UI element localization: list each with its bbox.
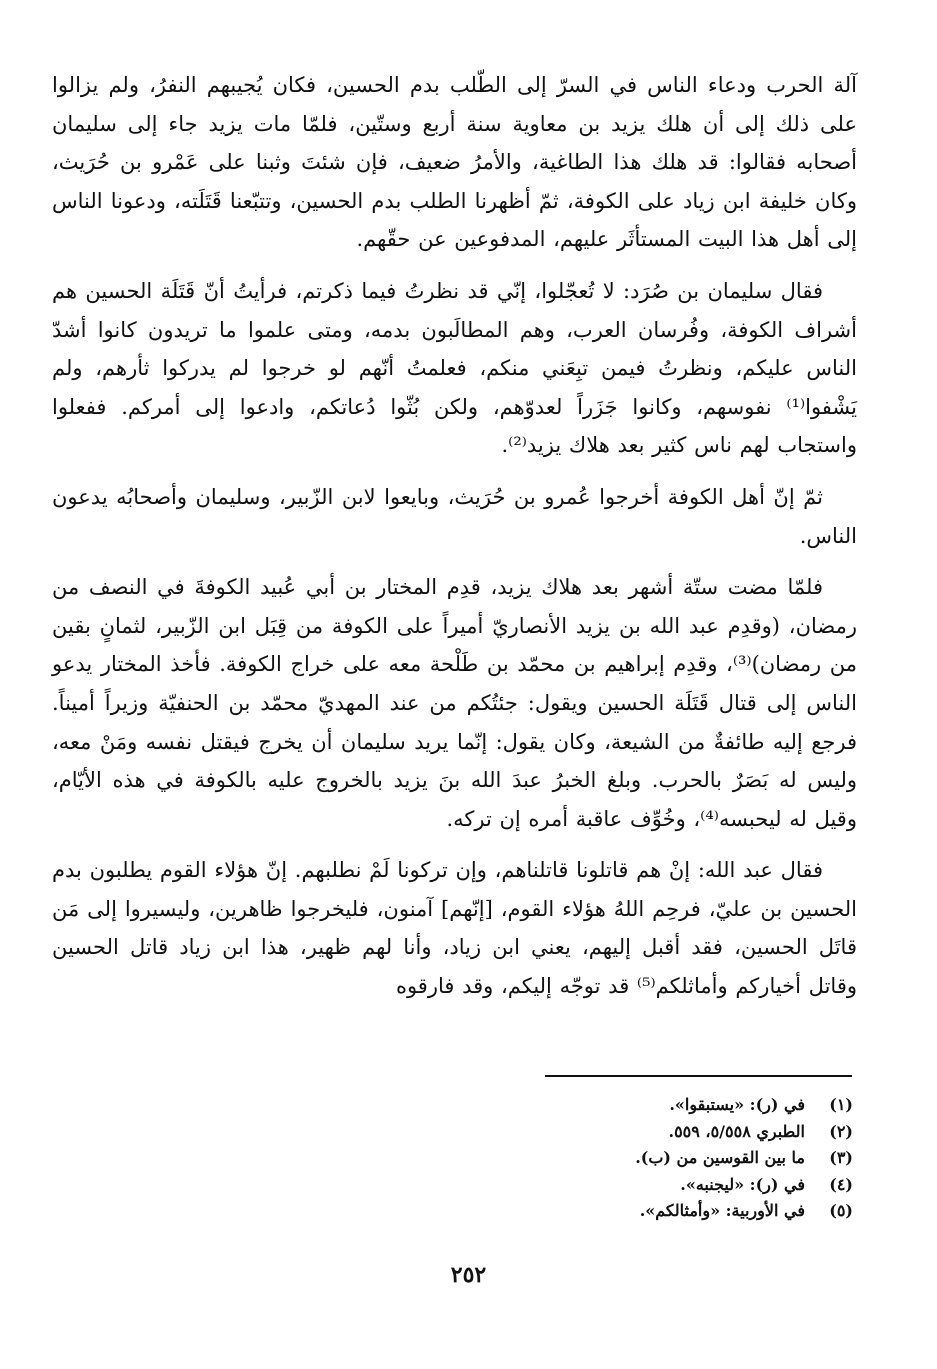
footnote-divider (545, 1075, 852, 1077)
footnote-item (153, 1119, 853, 1146)
footnote-item (153, 1198, 853, 1225)
footnote-item (153, 1092, 853, 1119)
footnote-text: الطبري ٥/٥٥٨، ٥٥٩. (668, 1121, 805, 1141)
footnotes-list (153, 1092, 853, 1225)
footnote-text: في (ر): «ليجنبه». (680, 1174, 805, 1194)
paragraph-2: فقال سليمان بن صُرَد: لا تُعجّلوا، إنّي قد نظرتُ فيما ذكرتم، فرأيتُ أنّ قَتَلَة الحسين هم أشراف الكوفة، وفُرسان العرب، وهم المطالَبون بدمه، ومتى علموا ما تريدون كانوا أشدّ الناس عليكم، ونظرتُ فيمن تبِعَني منكم، فعلمتُ أنّهم لو خرجوا لم يدركوا ثأرهم، ولم يَشْفوا⁽¹⁾ نفوسهم، وكانوا جَزَراً لعدوّهم، ولكن بُثّوا دُعاتكم، وادعوا إلى أمركم. ففعلوا واستجاب لهم ناس كثير بعد هلاك يزيد⁽²⁾. (52, 278, 857, 458)
footnote-item (153, 1172, 853, 1199)
footnote-number: (٢) (829, 1121, 853, 1141)
footnote-text: في الأوربية: «وأمثالكم». (639, 1201, 805, 1220)
footnote-text: ما بين القوسين من (ب). (635, 1148, 805, 1167)
footnote-number: (٣) (829, 1148, 853, 1167)
footnote-number: (١) (829, 1095, 853, 1114)
paragraph-5: فقال عبد الله: إنْ هم قاتلونا قاتلناهم، وإن تركونا لَمْ نطلبهم. إنّ هؤلاء القوم يطلبون بدم الحسين بن عليّ، فرحِم اللهُ هؤلاء القوم، [إنّهم] آمنون، فليخرجوا ظاهرين، وليسيروا إلى مَن قاتَل الحسين، فقد أقبل إليهم، يعني ابن زياد، وأنا لهم ظهير، هذا ابن زياد قاتل الحسين وقاتل أخياركم وأماثلكم⁽⁵⁾ قد توجّه إليكم، وقد فارقوه (52, 858, 857, 999)
paragraph-1: آلة الحرب ودعاء الناس في السرّ إلى الطّلب بدم الحسين، فكان يُجيبهم النفرُ، ولم يزالوا على ذلك إلى أن هلك يزيد بن معاوية سنة أربع وستّين، فلمّا مات يزيد جاء إلى سليمان أصحابه فقالوا: قد هلك هذا الطاغية، والأمرُ ضعيف، فإن شئتَ وثبنا على عَمْرو بن حُرَيث، وكان خليفة ابن زياد على الكوفة، ثمّ أظهرنا الطلب بدم الحسين، وتتبّعنا قَتَلَته، ودعونا الناس إلى أهل هذا البيت المستأثَر عليهم، المدفوعين عن حقّهم. (52, 73, 857, 252)
paragraph-4: فلمّا مضت ستّة أشهر بعد هلاك يزيد، قدِم المختار بن أبي عُبيد الكوفةَ في النصف من رمضان، (وقدِم عبد الله بن يزيد الأنصاريّ أميراً على الكوفة من قِبَل ابن الزّبير، لثمانٍ بقين من رمضان)⁽³⁾، وقدِم إبراهيم بن محمّد بن طَلْحة معه على خراج الكوفة. فأخذ المختار يدعو الناس إلى قتال قَتَلَة الحسين ويقول: جئتُكم من عند المهديّ محمّد بن الحنفيّة وزيراً أميناً. فرجع إليه طائفةٌ من الشيعة، وكان يقول: إنّما يريد سليمان أن يخرج فيقتل نفسه ومَنْ معه، وليس له بَصَرٌ بالحرب. وبلغ الخبرُ عبدَ الله بنَ يزيد بالخروج عليه بالكوفة في هذه الأيّام، وقيل له ليحبسه⁽⁴⁾، وخُوِّف عاقبة أمره إن تركه. (52, 575, 857, 831)
footnote-text: في (ر): «يستبقوا». (669, 1095, 805, 1114)
body-text (52, 66, 857, 1006)
paragraph-3: ثمّ إنّ أهل الكوفة أخرجوا عُمرو بن حُرَيث، وبايعوا لابن الزّبير، وسليمان وأصحابُه يدعون الناس. (52, 484, 857, 548)
footnote-item (153, 1145, 853, 1172)
page-number: ٢٥٢ (450, 1262, 487, 1288)
footnote-number: (٥) (829, 1201, 853, 1220)
footnote-number: (٤) (829, 1174, 853, 1194)
